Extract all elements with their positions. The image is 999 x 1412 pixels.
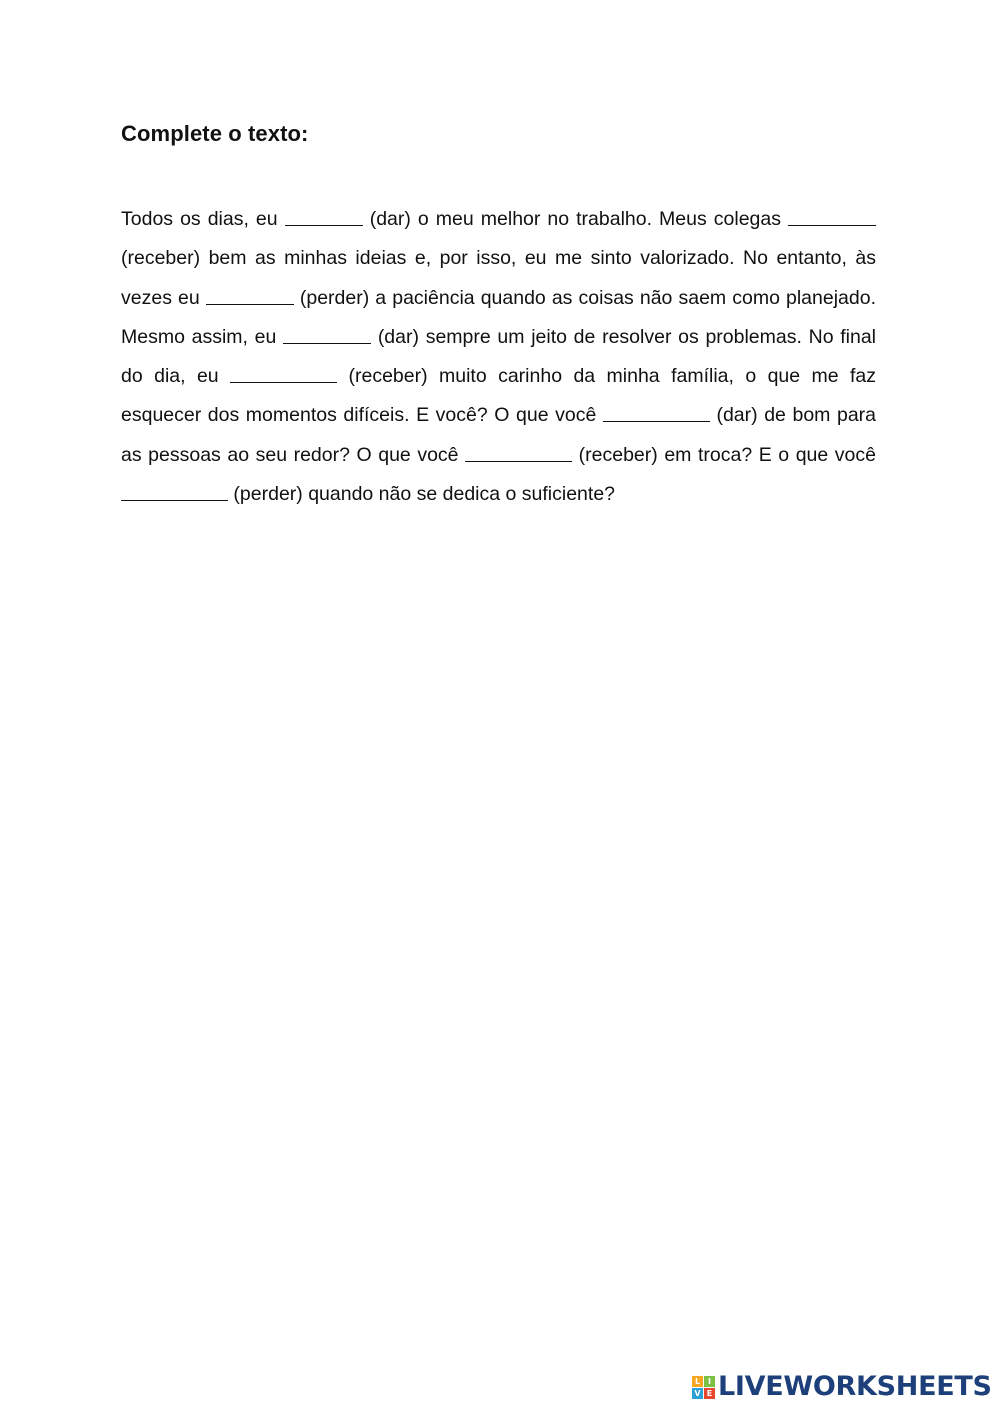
logo-square-e: E <box>704 1388 715 1399</box>
text-segment: (perder) a paciência quando as coisas não saem como planejado. Mesmo assim, eu <box>121 286 876 348</box>
text-segment: (dar) sempre um jeito de resolver os problemas. No final do dia, eu <box>121 325 877 388</box>
logo-square-i: I <box>704 1376 715 1387</box>
text-segment: (dar) de bom para as pessoas ao seu redor? O que você <box>121 404 877 466</box>
text-segment: (dar) o meu melhor no trabalho. Meus colegas <box>369 208 781 230</box>
text-segment: Todos os dias, eu <box>121 208 278 230</box>
logo-square-v: V <box>692 1388 703 1399</box>
page-title: Complete o texto: <box>121 121 309 146</box>
answer-blank-1[interactable] <box>285 205 363 226</box>
answer-blank-8[interactable] <box>121 480 228 501</box>
logo-square-l: L <box>692 1376 703 1387</box>
answer-blank-5[interactable] <box>230 362 337 383</box>
logo-wordmark: LIVEWORKSHEETS <box>718 1371 992 1402</box>
text-segment: (perder) quando não se dedica o suficiente? <box>233 483 616 506</box>
text-segment: (receber) muito carinho da minha família, o que me faz esquecer dos momentos difíceis. E você? O que você <box>121 365 877 427</box>
logo-squares-icon <box>692 1376 715 1399</box>
text-segment: (receber) em troca? E o que você <box>578 443 876 466</box>
exercise-paragraph <box>121 200 876 514</box>
liveworksheets-logo <box>692 1372 992 1402</box>
text-segment: (receber) bem as minhas ideias e, por isso, eu me sinto valorizado. No entanto, às vezes eu <box>121 247 876 309</box>
answer-blank-7[interactable] <box>465 441 572 462</box>
answer-blank-3[interactable] <box>206 284 294 305</box>
answer-blank-4[interactable] <box>283 323 371 344</box>
answer-blank-6[interactable] <box>603 401 710 422</box>
answer-blank-2[interactable] <box>788 205 876 226</box>
